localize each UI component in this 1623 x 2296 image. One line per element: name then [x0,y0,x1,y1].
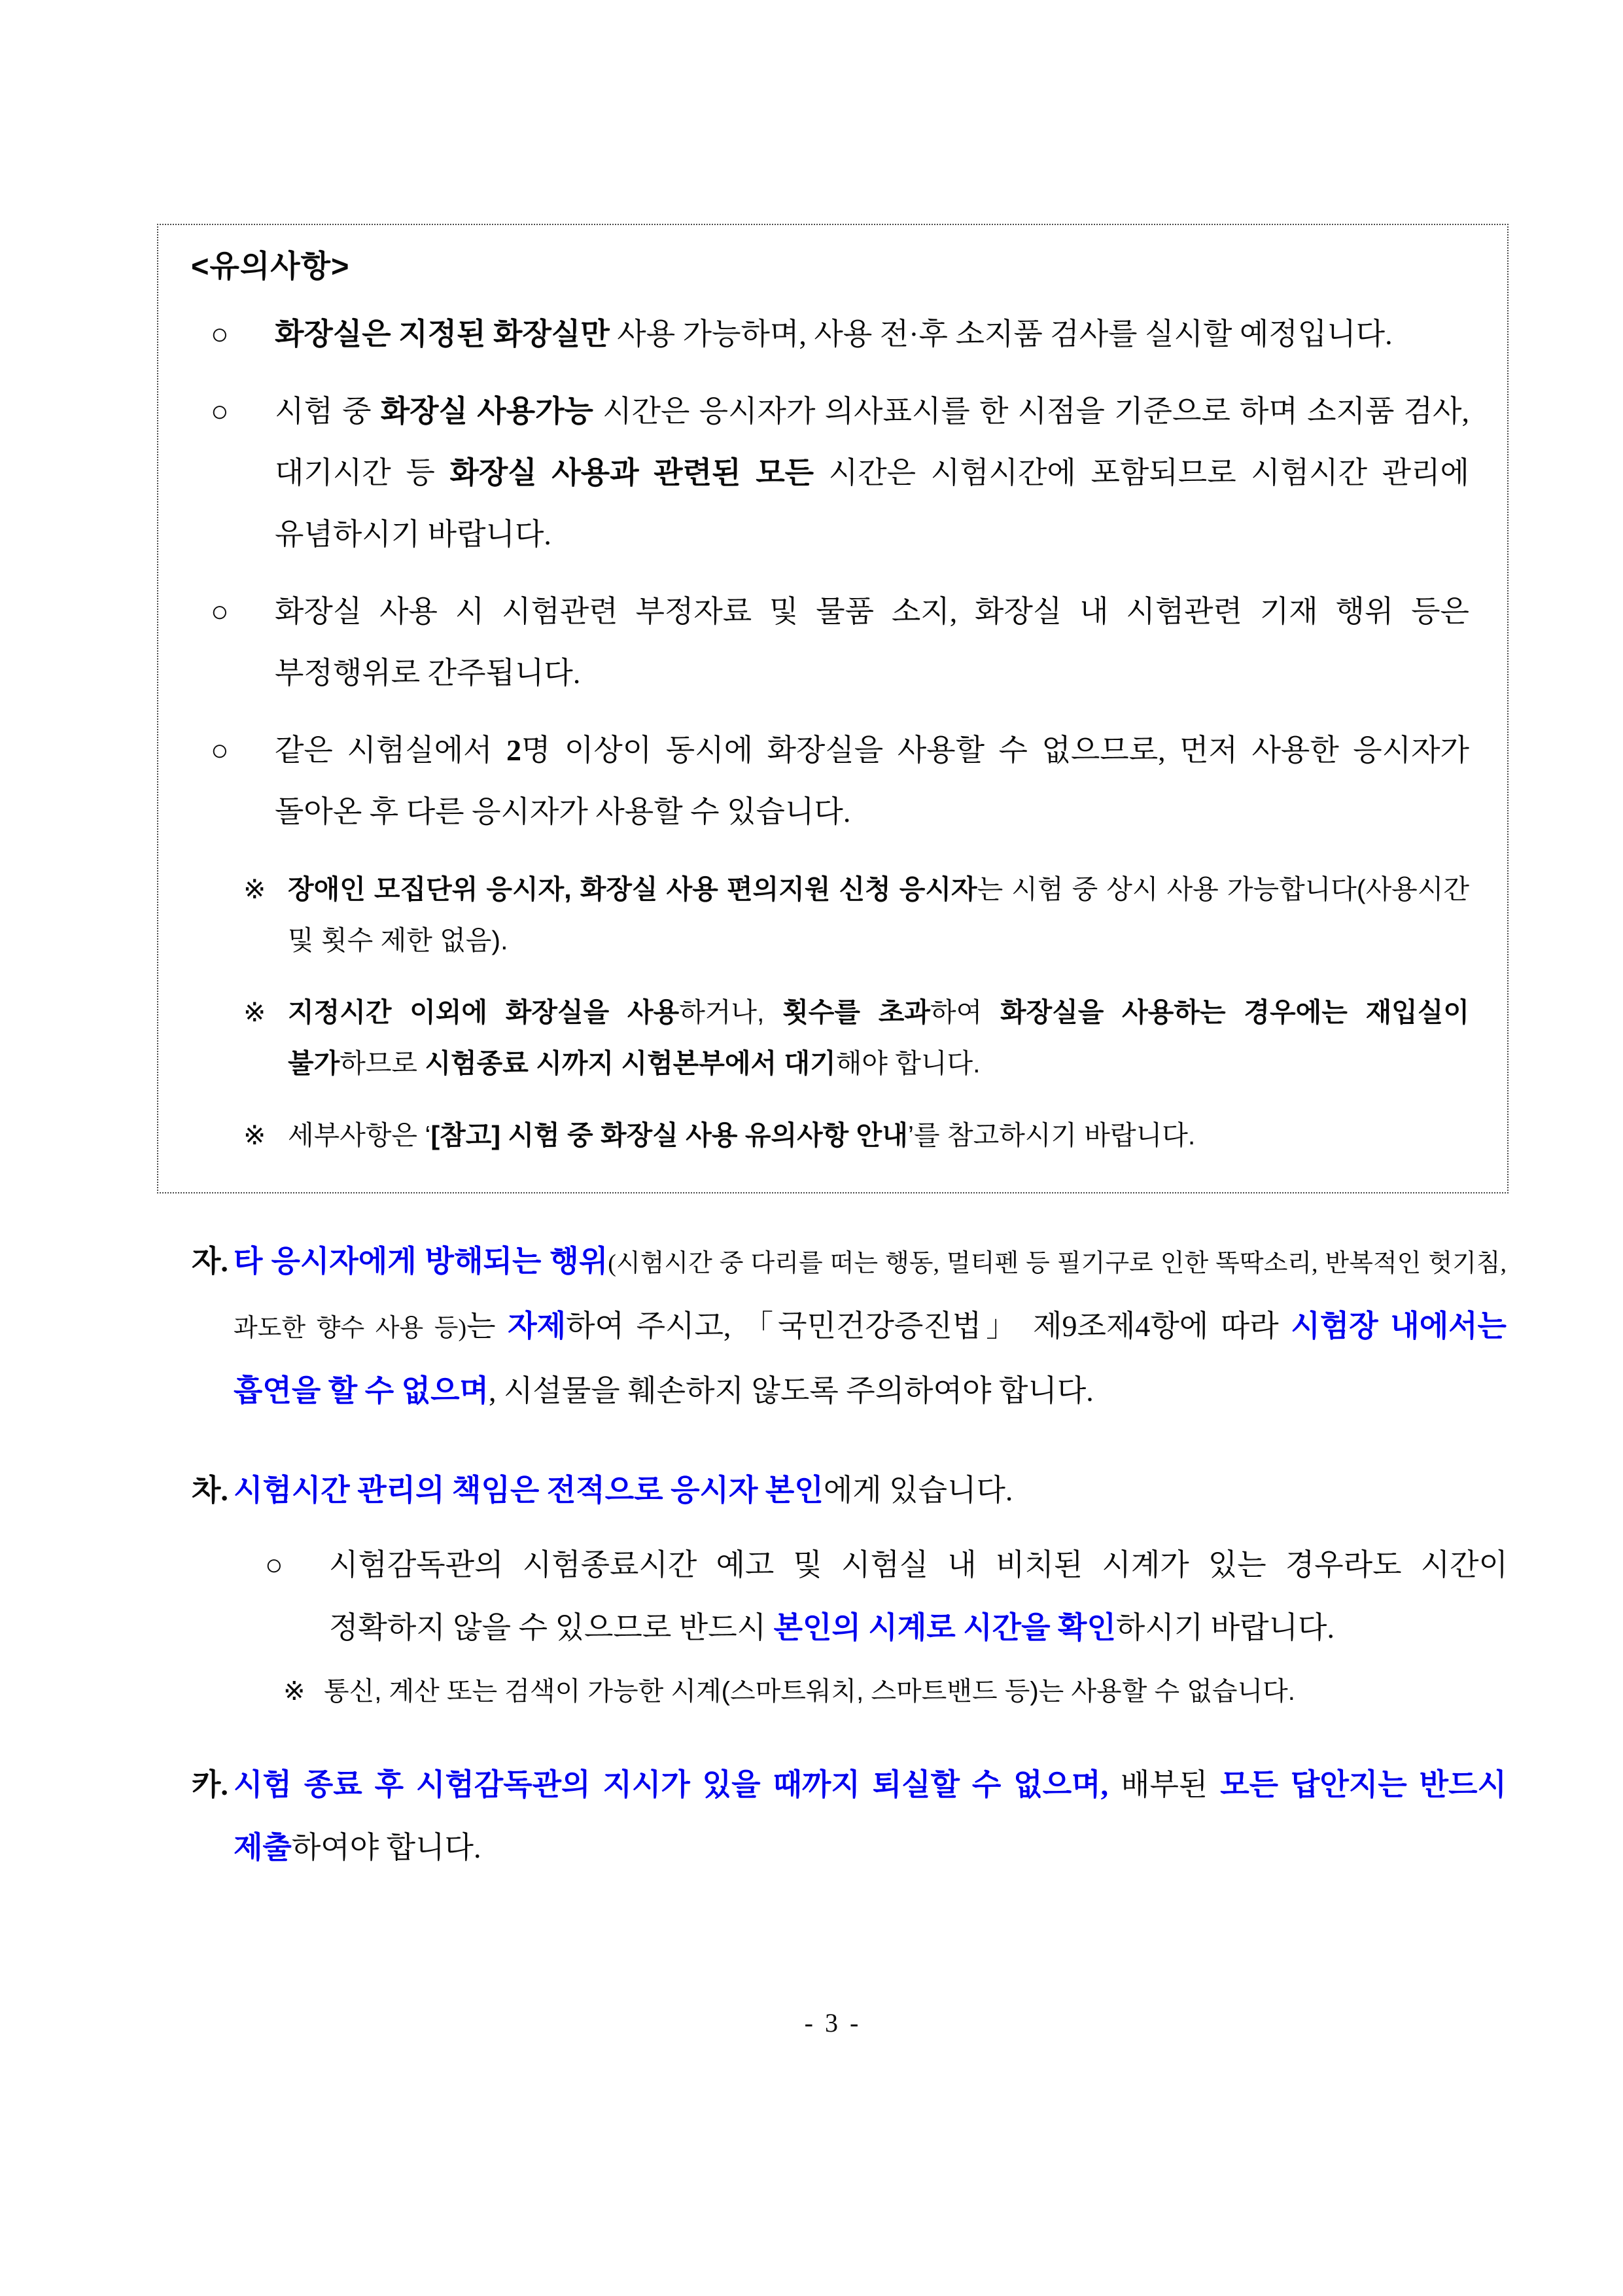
text-run: 하므로 [340,1048,425,1078]
text-run: 지정시간 이외에 화장실을 사용 [288,997,680,1027]
section-label: 차. [192,1474,228,1507]
text-run: 시험종료 시까지 시험본부에서 대기 [425,1048,836,1078]
text-run: 배부된 [1108,1768,1221,1801]
notice-note-3 [191,1110,1469,1161]
text-run: 시험장 내에서는 흡연을 할 수 없으며 [234,1309,1507,1407]
text-run: 2 [506,733,522,767]
text-run: 시험 종료 후 시험감독관의 지시가 있을 때까지 퇴실할 수 없으며, [234,1768,1109,1801]
text-run: 화장실 사용 시 시험관련 부정자료 및 물품 소지, 화장실 내 시험관련 기재 행위 등은 부정행위로 간주됩니다. [275,595,1469,690]
text-run: 하여 주시고, 「국민건강증진법」 제9조제4항에 따라 [566,1309,1291,1343]
text-run: 시험감독관의 시험종료시간 예고 및 시험실 내 비치된 시계가 있는 경우라도 시간이 정확하지 않을 수 있으므로 반드시 [329,1548,1508,1644]
section-item-ja [192,1230,1507,1422]
text-run: 에게 있습니다. [823,1474,1013,1507]
circle-bullet-icon: ○ [265,1548,283,1581]
text-run: 화장실 사용가능 [380,395,593,428]
notice-note-2 [191,987,1469,1089]
text-run: 자제 [508,1309,567,1343]
circle-bullet-icon: ○ [211,733,229,767]
notice-bullet-1 [191,304,1469,365]
text-run: 는 [466,1309,508,1343]
reference-mark-icon: ※ [243,997,266,1027]
text-run: 세부사항은 ‘ [288,1120,431,1150]
text-run: 모든 답안지는 반드시 제출 [234,1768,1507,1864]
text-run: 하여 [930,997,1000,1027]
circle-bullet-icon: ○ [211,595,229,628]
text-run: 하거나, [679,997,783,1027]
reference-mark-icon: ※ [243,874,266,904]
text-run: 본인의 시계로 시간을 확인 [773,1611,1116,1644]
section-item-cha [192,1459,1507,1522]
text-run: 시간은 시험시간에 포함되므로 시험시간 관리에 유념하시기 바랍니다. [275,456,1469,551]
text-run: 시간은 응시자가 의사표시를 한 시점을 기준으로 하며 소지품 검사, 대기시간 등 [275,395,1469,489]
sub-bullet-clock [239,1534,1508,1659]
sub-note-smartwatch [283,1666,1513,1717]
text-run: 하여야 합니다. [291,1831,481,1864]
page-number: - 3 - [804,2008,862,2038]
text-run: 같은 시험실에서 [275,733,507,767]
text-run: 화장실은 지정된 화장실만 [275,317,610,351]
text-run: 는 시험 중 상시 사용 가능합니다(사용시간 및 횟수 제한 없음). [288,874,1469,955]
text-run: 사용 가능하며, 사용 전·후 소지품 검사를 실시할 예정입니다. [609,317,1393,351]
notice-bullet-2 [191,381,1469,565]
notice-bullet-4 [191,720,1469,843]
circle-bullet-icon: ○ [211,395,229,428]
text-run: ’를 참고하시기 바랍니다. [907,1120,1196,1150]
reference-mark-icon: ※ [283,1677,305,1706]
text-run: 화장실 사용과 관련된 모든 [449,456,814,489]
notice-note-1 [191,864,1469,966]
text-run: 명 이상이 동시에 화장실을 사용할 수 없으므로, 먼저 사용한 응시자가 돌아온 후 다른 응시자가 사용할 수 있습니다. [275,733,1469,828]
text-run: 횟수를 초과 [782,997,930,1027]
notice-bullet-3 [191,581,1469,704]
circle-bullet-icon: ○ [211,317,229,351]
text-run: 시험 중 [275,395,381,428]
section-label: 자. [192,1245,228,1278]
text-run: 화장실을 사용하는 경우에는 재입실이 불가 [288,997,1469,1078]
notice-box [157,224,1509,1193]
text-run: 하시기 바랍니다. [1115,1611,1335,1644]
text-run: [참고] 시험 중 화장실 사용 유의사항 안내 [430,1120,908,1150]
reference-mark-icon: ※ [243,1120,266,1150]
notice-heading: <유의사항> [191,249,350,283]
text-run: 통신, 계산 또는 검색이 가능한 시계(스마트워치, 스마트밴드 등)는 사용할 수 없습니다. [324,1677,1295,1706]
text-run: 해야 합니다. [835,1048,981,1078]
text-run: 타 응시자에게 방해되는 행위 [234,1245,608,1278]
section-label: 카. [192,1768,228,1801]
text-run: 장애인 모집단위 응시자, 화장실 사용 편의지원 신청 응시자 [288,874,977,904]
section-item-ka [192,1754,1507,1879]
text-run: , 시설물을 훼손하지 않도록 주의하여야 합니다. [489,1374,1094,1407]
text-run: (시험시간 중 다리를 떠는 행동, 멀티펜 등 필기구로 인한 똑딱소리, 반복적인 헛기침, 과도한 향수 사용 등) [234,1250,1507,1342]
text-run: 시험시간 관리의 책임은 전적으로 응시자 본인 [234,1474,824,1507]
